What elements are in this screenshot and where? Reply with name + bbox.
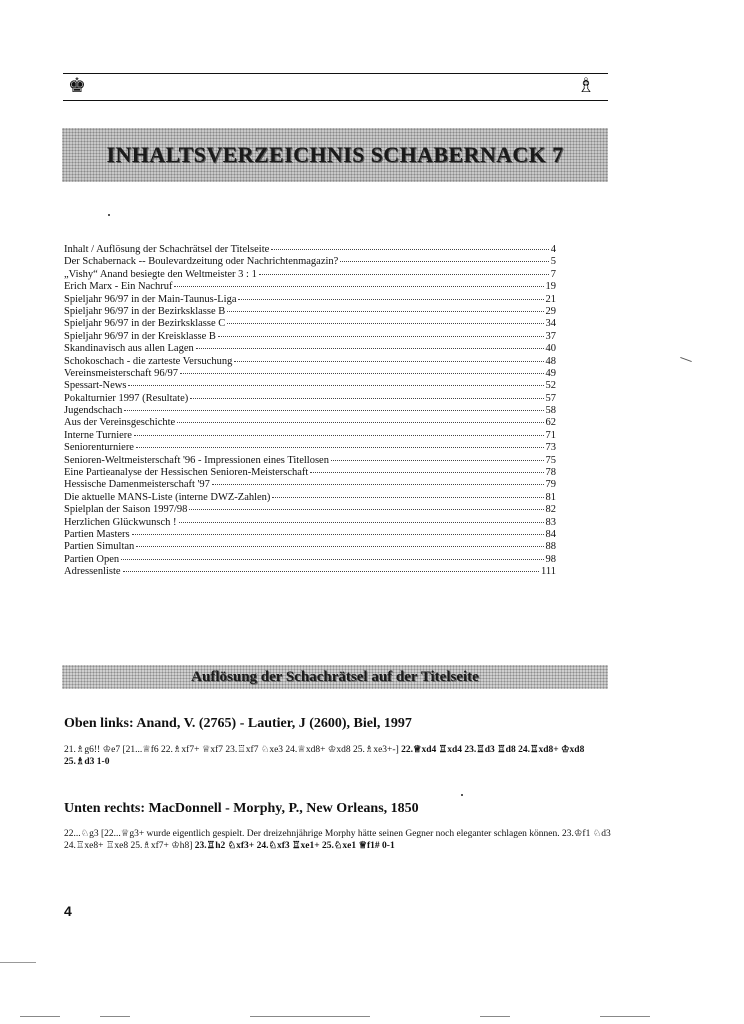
toc-dot-leader: [174, 286, 543, 287]
toc-entry-title: Vereinsmeisterschaft 96/97: [64, 367, 179, 379]
toc-entry-page: 79: [545, 479, 556, 491]
toc-entry-page: 82: [545, 504, 556, 516]
toc-entry-page: 57: [545, 392, 556, 404]
toc-entry: [64, 504, 556, 516]
toc-entry-title: Aus der Vereinsgeschichte: [64, 417, 176, 429]
toc-entry: [64, 467, 556, 479]
toc-entry-title: Adressenliste: [64, 566, 121, 578]
toc-entry-title: Spieljahr 96/97 in der Kreisklasse B: [64, 330, 216, 342]
toc-entry-title: Interne Turniere: [64, 429, 132, 441]
toc-dot-leader: [212, 484, 544, 485]
toc-entry-page: 111: [541, 566, 556, 578]
toc-entry-page: 84: [545, 528, 556, 540]
game2-moves-plain: 22...♘g3 [22...♕g3+ wurde eigentlich gespielt. Der dreizehnjährige Morphy hätte seinen Gegner noch eleganter schlagen können. 23.♔f1 ♘d3 24.♖xe8+ ♖xe8 25.♗xf7+ ♔h8]: [64, 829, 611, 851]
toc-entry-page: 81: [545, 491, 556, 503]
toc-entry-title: Partien Masters: [64, 528, 130, 540]
toc-entry-page: 19: [545, 281, 556, 293]
game2-moves: [64, 828, 612, 852]
toc-entry-page: 98: [545, 553, 556, 565]
toc-entry-page: 71: [545, 429, 556, 441]
toc-entry: [64, 554, 556, 566]
solutions-title: Auflösung der Schachrätsel auf der Titelseite: [191, 668, 479, 685]
game1-moves-bold: 22.♕xd4 ♖xd4 23.♖d3 ♖d8 24.♖xd8+ ♔xd8 25.♗d3 1-0: [64, 745, 585, 767]
toc-dot-leader: [227, 323, 543, 324]
toc-entry-title: Eine Partieanalyse der Hessischen Senioren-Meisterschaft: [64, 467, 309, 479]
toc-dot-leader: [136, 546, 543, 547]
toc-entry-page: 73: [545, 442, 556, 454]
game1-moves: [64, 744, 612, 768]
toc-entry: [64, 492, 556, 504]
toc-entry-title: Pokalturnier 1997 (Resultate): [64, 392, 189, 404]
page-title: INHALTSVERZEICHNIS SCHABERNACK 7: [106, 142, 564, 167]
toc-entry-page: 4: [550, 244, 556, 255]
scan-mark: [680, 357, 692, 362]
game1-moves-plain: 21.♗g6!! ♔e7 [21...♕f6 22.♗xf7+ ♕xf7 23.♖xf7 ♘xe3 24.♕xd8+ ♔xd8 25.♗xe3+-]: [64, 745, 402, 755]
toc-entry: [64, 455, 556, 467]
toc-entry-title: Spieljahr 96/97 in der Bezirksklasse B: [64, 305, 226, 317]
toc-dot-leader: [238, 299, 543, 300]
game2-moves-bold: 23.♖h2 ♘xf3+ 24.♘xf3 ♖xe1+ 25.♘xe1 ♕f1# 0-1: [194, 841, 395, 851]
scan-speck: [461, 794, 463, 796]
toc-entry: [64, 393, 556, 405]
toc-dot-leader: [177, 422, 543, 423]
toc-dot-leader: [189, 509, 543, 510]
toc-entry-page: 83: [545, 516, 556, 528]
toc-dot-leader: [272, 497, 543, 498]
solutions-banner: [62, 665, 608, 689]
toc-entry-page: 37: [545, 330, 556, 342]
title-banner: [62, 128, 608, 182]
toc-entry: [64, 566, 556, 578]
toc-entry-title: Spessart-News: [64, 380, 127, 392]
toc-dot-leader: [180, 373, 543, 374]
toc-entry-title: Inhalt / Auflösung der Schachrätsel der Titelseite: [64, 244, 270, 255]
toc-dot-leader: [179, 522, 544, 523]
scan-mark: [0, 962, 36, 963]
toc-entry: [64, 417, 556, 429]
toc-entry: [64, 318, 556, 330]
toc-dot-leader: [227, 311, 543, 312]
toc-dot-leader: [196, 348, 544, 349]
toc-entry: [64, 479, 556, 491]
toc-entry: [64, 541, 556, 553]
game2-heading: Unten rechts: MacDonnell - Morphy, P., New Orleans, 1850: [64, 801, 419, 816]
toc-entry: [64, 517, 556, 529]
toc-entry-title: Spieljahr 96/97 in der Main-Taunus-Liga: [64, 293, 237, 305]
toc-dot-leader: [310, 472, 543, 473]
toc-entry: [64, 529, 556, 541]
toc-dot-leader: [234, 361, 543, 362]
toc-dot-leader: [271, 249, 548, 250]
toc-entry: [64, 405, 556, 417]
toc-entry-title: Der Schabernack -- Boulevardzeitung oder Nachrichtenmagazin?: [64, 256, 339, 268]
toc-entry-title: Senioren-Weltmeisterschaft '96 - Impressionen eines Titellosen: [64, 454, 329, 466]
page-number: 4: [64, 903, 72, 919]
toc-entry-title: Spielplan der Saison 1997/98: [64, 504, 188, 516]
toc-entry: [64, 281, 556, 293]
toc-dot-leader: [331, 460, 544, 461]
toc-entry-page: 62: [545, 417, 556, 429]
toc-dot-leader: [121, 559, 543, 560]
toc-dot-leader: [218, 336, 544, 337]
toc-entry-title: Seniorenturniere: [64, 442, 134, 454]
toc-entry-page: 34: [545, 318, 556, 330]
toc-dot-leader: [190, 398, 543, 399]
header-rule-top: [63, 73, 608, 74]
toc-entry: [64, 269, 556, 281]
toc-entry-page: 5: [550, 256, 556, 268]
toc-dot-leader: [123, 571, 539, 572]
toc-entry-page: 7: [550, 268, 556, 280]
scan-speck: [108, 214, 110, 216]
scan-edge-marks: [0, 1012, 744, 1020]
toc-entry-title: Erich Marx - Ein Nachruf: [64, 281, 173, 293]
toc-entry-page: 21: [545, 293, 556, 305]
toc-entry: [64, 306, 556, 318]
toc-entry-title: „Vishy“ Anand besiegte den Weltmeister 3 : 1: [64, 268, 257, 280]
toc-entry: [64, 356, 556, 368]
toc-entry-page: 40: [545, 343, 556, 355]
toc-dot-leader: [340, 261, 548, 262]
toc-entry-page: 78: [545, 467, 556, 479]
toc-entry-page: 58: [545, 405, 556, 417]
toc-entry-title: Partien Open: [64, 553, 120, 565]
toc-dot-leader: [124, 410, 543, 411]
toc-entry-page: 49: [545, 367, 556, 379]
header-rule-bottom: [63, 100, 608, 101]
toc-entry-title: Herzlichen Glückwunsch !: [64, 516, 177, 528]
toc-entry-page: 48: [545, 355, 556, 367]
toc-entry-title: Partien Simultan: [64, 541, 135, 553]
toc-dot-leader: [128, 385, 543, 386]
toc-entry-title: Die aktuelle MANS-Liste (interne DWZ-Zahlen): [64, 491, 271, 503]
toc-dot-leader: [259, 274, 549, 275]
toc-entry: [64, 244, 556, 256]
toc-entry: [64, 343, 556, 355]
toc-entry: [64, 331, 556, 343]
white-bishop-icon: ♗: [577, 75, 595, 97]
toc-entry: [64, 380, 556, 392]
toc-entry-title: Skandinavisch aus allen Lagen: [64, 343, 194, 355]
toc-entry-page: 88: [545, 541, 556, 553]
table-of-contents: [64, 244, 556, 579]
toc-entry-page: 29: [545, 305, 556, 317]
black-king-icon: ♚: [68, 75, 86, 97]
toc-dot-leader: [134, 435, 544, 436]
toc-entry: [64, 368, 556, 380]
game1-heading: Oben links: Anand, V. (2765) - Lautier, J (2600), Biel, 1997: [64, 716, 412, 731]
toc-entry: [64, 430, 556, 442]
toc-entry: [64, 256, 556, 268]
toc-dot-leader: [136, 447, 544, 448]
toc-entry-title: Hessische Damenmeisterschaft '97: [64, 479, 210, 491]
toc-entry-page: 75: [545, 454, 556, 466]
toc-dot-leader: [132, 534, 544, 535]
toc-entry-title: Schokoschach - die zarteste Versuchung: [64, 355, 233, 367]
toc-entry: [64, 442, 556, 454]
toc-entry-page: 52: [545, 380, 556, 392]
toc-entry: [64, 294, 556, 306]
toc-entry-title: Spieljahr 96/97 in der Bezirksklasse C: [64, 318, 226, 330]
toc-entry-title: Jugendschach: [64, 405, 123, 417]
